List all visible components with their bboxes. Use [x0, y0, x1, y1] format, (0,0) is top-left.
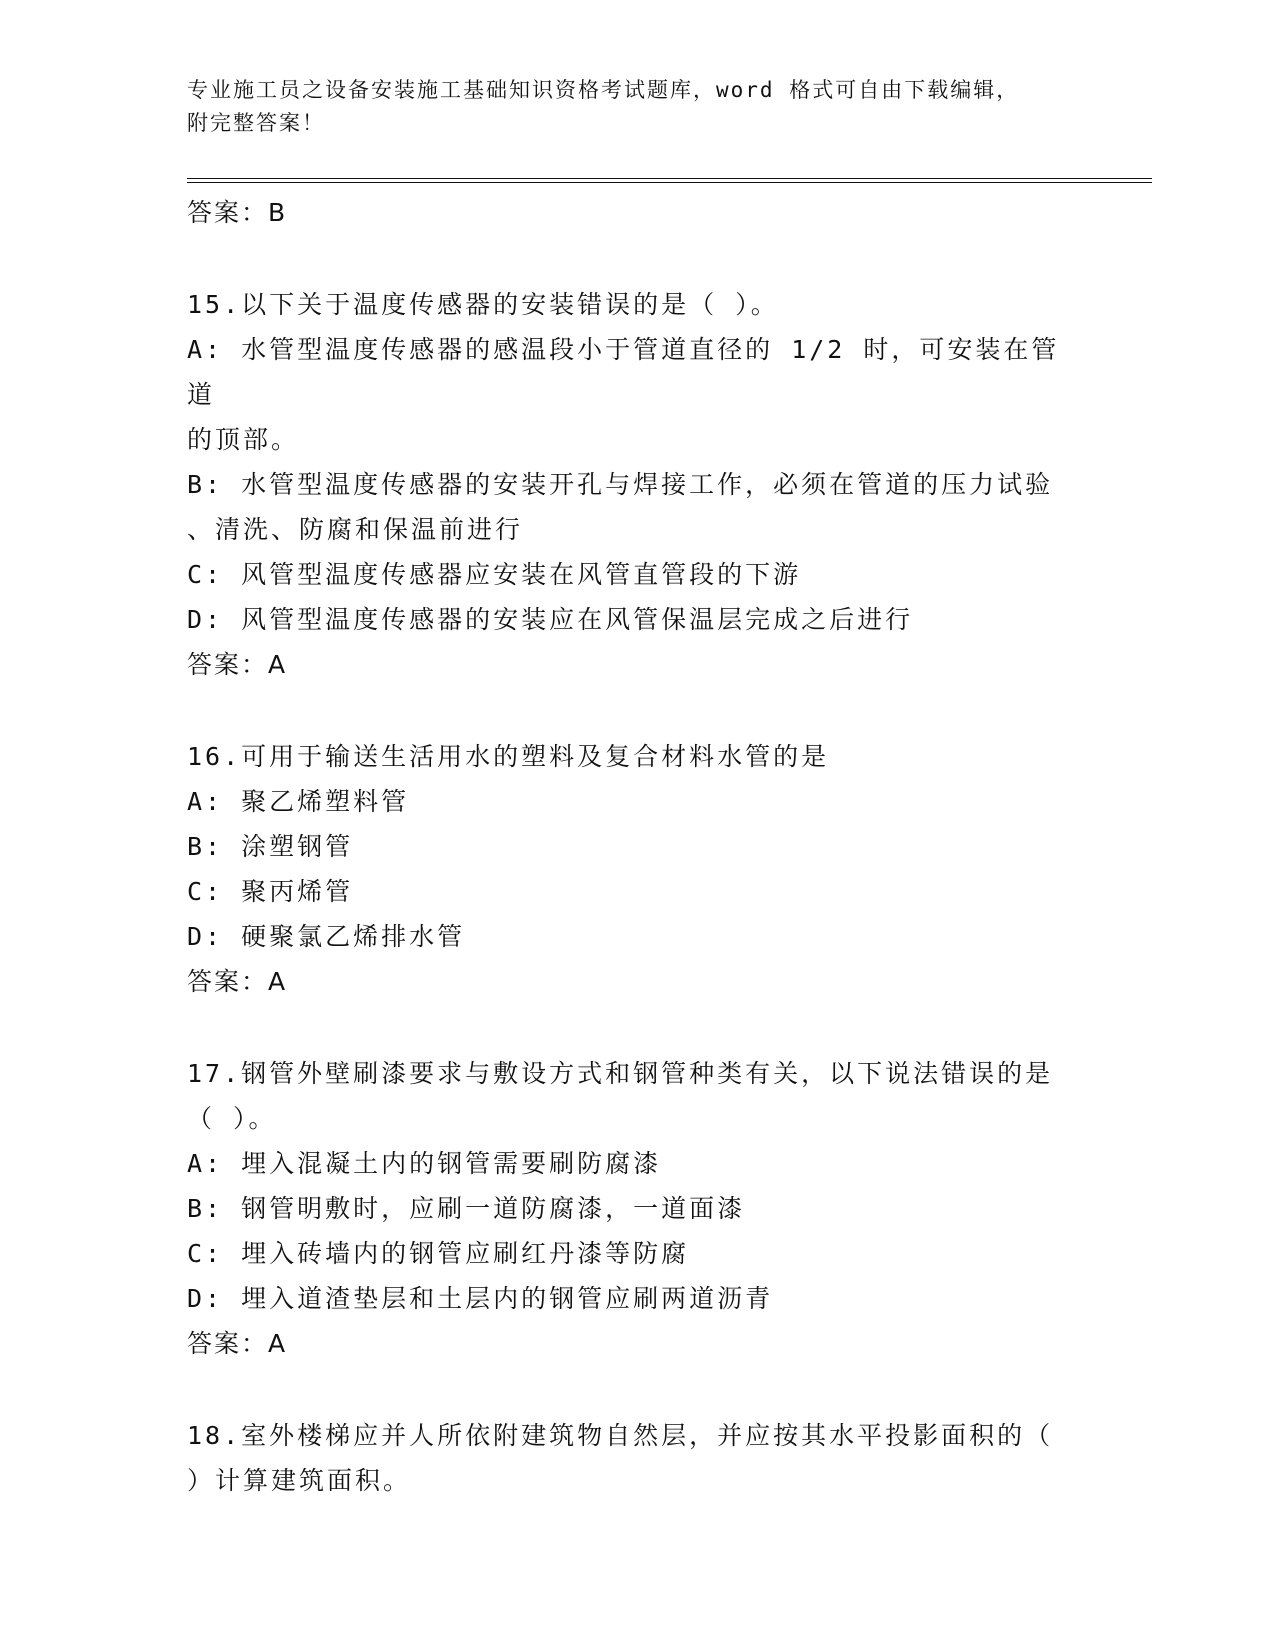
- question-17: [187, 1051, 1087, 1366]
- option-c: C: 聚丙烯管: [187, 877, 354, 906]
- header-rule-bottom: [187, 182, 1152, 183]
- option-a-continued: 的顶部。: [187, 425, 300, 454]
- option-c: C: 风管型温度传感器应安装在风管直管段的下游: [187, 560, 802, 589]
- header-line-2: 附完整答案！: [187, 111, 325, 135]
- spacer: [187, 235, 1087, 282]
- option-d: D: 埋入道渣垫层和土层内的钢管应刷两道沥青: [187, 1284, 774, 1313]
- spacer: [187, 1366, 1087, 1413]
- question-stem-continued: （ ）。: [187, 1104, 277, 1133]
- option-b: B: 涂塑钢管: [187, 832, 354, 861]
- question-stem: 17.钢管外壁刷漆要求与敷设方式和钢管种类有关，以下说法错误的是: [187, 1059, 1054, 1088]
- option-d: D: 硬聚氯乙烯排水管: [187, 922, 466, 951]
- question-15: [187, 282, 1087, 687]
- spacer: [187, 1004, 1087, 1051]
- header-line-1: 专业施工员之设备安装施工基础知识资格考试题库，word 格式可自由下载编辑，: [187, 78, 1020, 102]
- answer-line: 答案：A: [187, 1329, 288, 1358]
- document-header: [187, 74, 1087, 140]
- question-16: [187, 734, 1087, 1004]
- option-b: B: 钢管明敷时，应刷一道防腐漆，一道面漆: [187, 1194, 746, 1223]
- question-18: [187, 1413, 1087, 1503]
- spacer: [187, 687, 1087, 734]
- question-content: [187, 190, 1087, 1503]
- question-stem: 15.以下关于温度传感器的安装错误的是（ ）。: [187, 290, 779, 319]
- question-stem: 16.可用于输送生活用水的塑料及复合材料水管的是: [187, 742, 830, 771]
- option-c: C: 埋入砖墙内的钢管应刷红丹漆等防腐: [187, 1239, 690, 1268]
- answer-line-14: 答案：B: [187, 198, 288, 227]
- option-a: A: 水管型温度传感器的感温段小于管道直径的 1/2 时，可安装在管道: [187, 335, 1060, 409]
- option-b: B: 水管型温度传感器的安装开孔与焊接工作，必须在管道的压力试验: [187, 470, 1054, 499]
- question-stem-continued: ）计算建筑面积。: [187, 1466, 412, 1495]
- answer-line: 答案：A: [187, 650, 288, 679]
- option-a: A: 聚乙烯塑料管: [187, 787, 410, 816]
- option-a: A: 埋入混凝土内的钢管需要刷防腐漆: [187, 1149, 662, 1178]
- question-stem: 18.室外楼梯应并人所依附建筑物自然层，并应按其水平投影面积的（: [187, 1421, 1054, 1450]
- option-b-continued: 、清洗、防腐和保温前进行: [187, 515, 524, 544]
- header-rule-top: [187, 178, 1152, 179]
- option-d: D: 风管型温度传感器的安装应在风管保温层完成之后进行: [187, 605, 914, 634]
- answer-line: 答案：A: [187, 967, 288, 996]
